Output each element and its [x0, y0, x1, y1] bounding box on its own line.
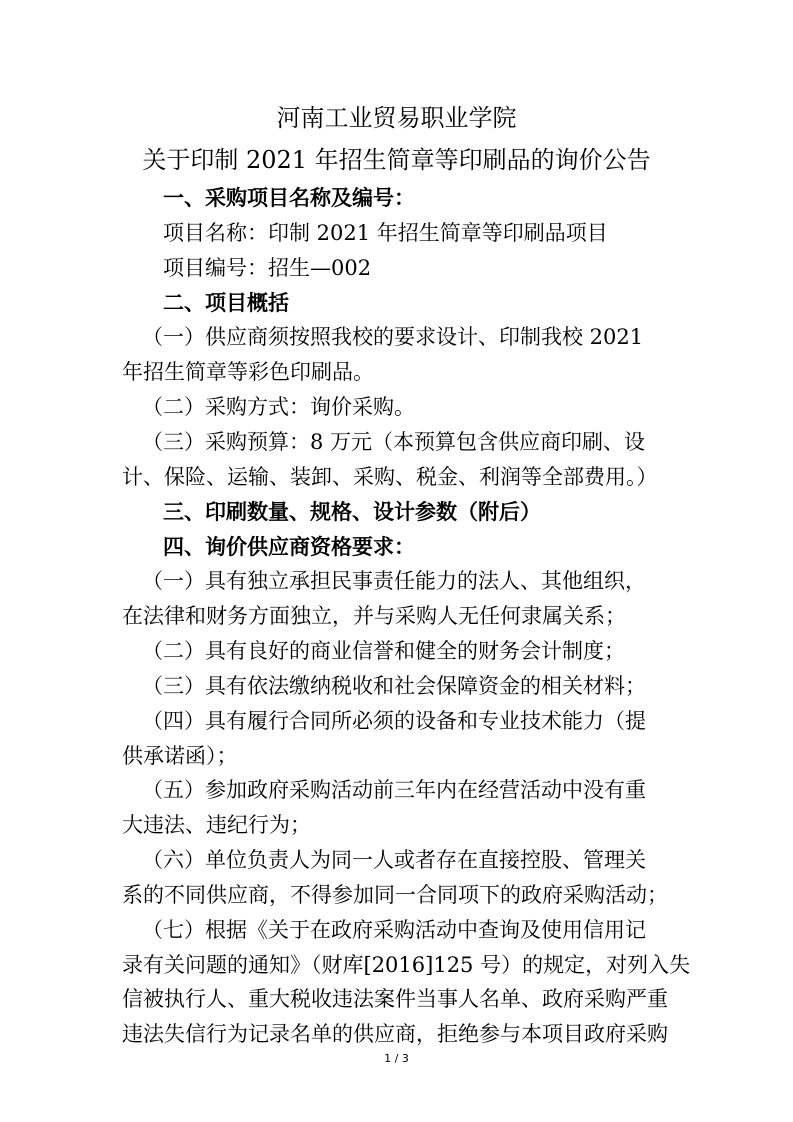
paragraph-line: 录有关问题的通知》（财库[2016]125 号）的规定，对列入失 [122, 953, 691, 977]
paragraph-line: 供承诺函）； [122, 744, 238, 768]
paragraph-line: 系的不同供应商，不得参加同一合同项下的政府采购活动； [122, 883, 668, 907]
paragraph-line: 年招生简章等彩色印刷品。 [122, 360, 374, 384]
paragraph-line: （四）具有履行合同所必须的设备和专业技术能力（提 [142, 709, 646, 733]
section-heading-4: 四、询价供应商资格要求： [163, 535, 415, 559]
paragraph-line: （五）参加政府采购活动前三年内在经营活动中没有重 [142, 778, 646, 802]
section-heading-2: 二、项目概括 [163, 291, 289, 315]
document-title-notice: 关于印制 2021 年招生简章等印刷品的询价公告 [142, 146, 651, 174]
paragraph-line: 项目编号：招生—002 [163, 256, 372, 280]
paragraph-line: （三）采购预算：8 万元（本预算包含供应商印刷、设 [142, 430, 646, 454]
paragraph-line: （一）具有独立承担民事责任能力的法人、其他组织， [142, 569, 646, 593]
section-heading-1: 一、采购项目名称及编号： [163, 186, 415, 210]
paragraph-line: （三）具有依法缴纳税收和社会保障资金的相关材料； [142, 674, 646, 698]
paragraph-line: （六）单位负责人为同一人或者存在直接控股、管理关 [142, 848, 646, 872]
paragraph-line: （二）采购方式：询价采购。 [142, 395, 415, 419]
section-heading-3: 三、印刷数量、规格、设计参数（附后） [163, 500, 541, 524]
paragraph-line: 大违法、违纪行为； [122, 813, 311, 837]
paragraph-line: （二）具有良好的商业信誉和健全的财务会计制度； [142, 639, 625, 663]
paragraph-line: 信被执行人、重大税收违法案件当事人名单、政府采购严重 [122, 987, 668, 1011]
paragraph-line: 计、保险、运输、装卸、采购、税金、利润等全部费用。） [122, 465, 658, 489]
paragraph-line: 违法失信行为记录名单的供应商，拒绝参与本项目政府采购 [122, 1022, 668, 1046]
paragraph-line: （七）根据《关于在政府采购活动中查询及使用信用记 [142, 918, 646, 942]
paragraph-line: （一）供应商须按照我校的要求设计、印制我校 2021 [142, 325, 644, 349]
page-indicator: 1 / 3 [384, 1052, 409, 1065]
paragraph-line: 在法律和财务方面独立，并与采购人无任何隶属关系； [122, 604, 626, 628]
paragraph-line: 项目名称：印制 2021 年招生简章等印刷品项目 [163, 221, 608, 245]
document-title-school: 河南工业贸易职业学院 [276, 104, 517, 132]
